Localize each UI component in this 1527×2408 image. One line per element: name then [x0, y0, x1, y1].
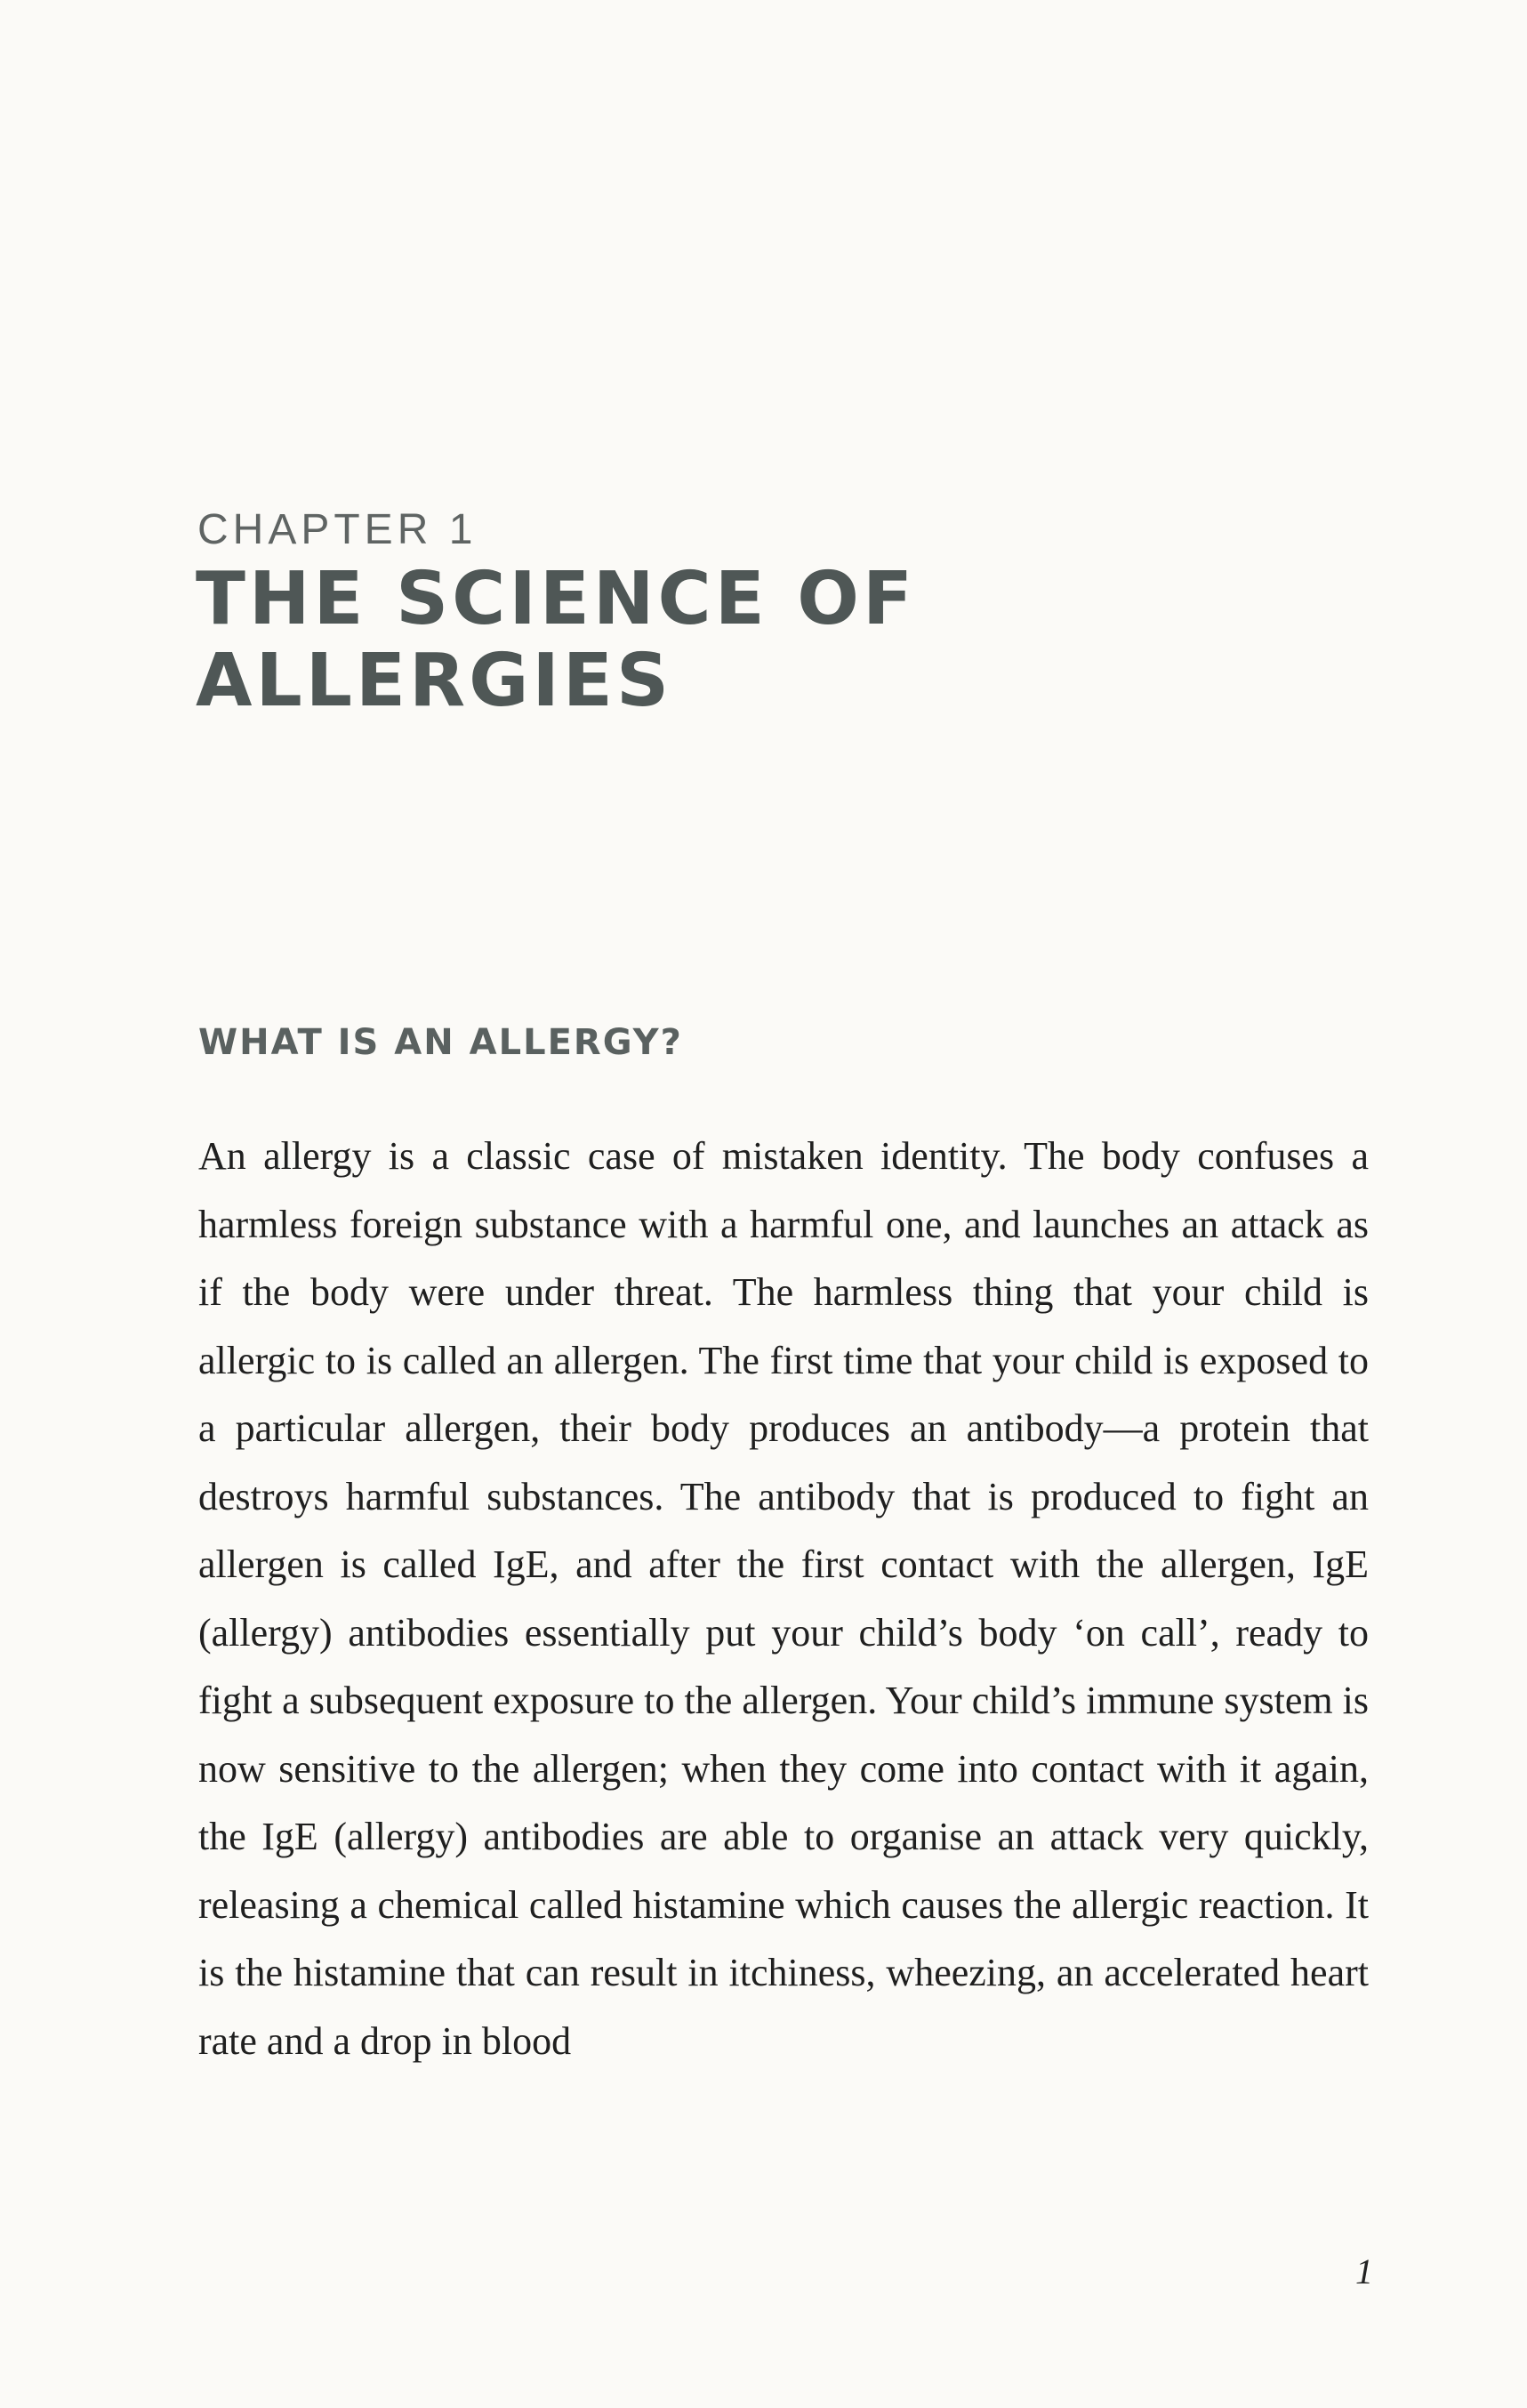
page-number: 1 [1355, 2251, 1373, 2291]
body-paragraph: An allergy is a classic case of mistaken identity. The body confuses a harmless foreign substance with a harmful one, and launches an attack as if the body were under threat. The harmless thing that your child is allergic to is called an allergen. The first time that your child is exposed to a particular allergen, their body produces an antibody—a protein that destroys harmful substances. The antibody that is produced to fight an allergen is called IgE, and after the first contact with the allergen, IgE (allergy) antibodies essentially put your child’s body ‘on call’, ready to fight a subsequent exposure to the allergen. Your child’s immune system is now sensitive to the allergen; when they come into contact with it again, the IgE (allergy) antibodies are able to organise an attack very quickly, releasing a chemical called histamine which causes the allergic reaction. It is the histamine that can result in itchiness, wheezing, an accelerated heart rate and a drop in blood [198, 1134, 1369, 2063]
chapter-label: CHAPTER 1 [197, 506, 478, 553]
section-heading: WHAT IS AN ALLERGY? [198, 1022, 683, 1063]
chapter-title: THE SCIENCE OF ALLERGIES [196, 557, 916, 723]
